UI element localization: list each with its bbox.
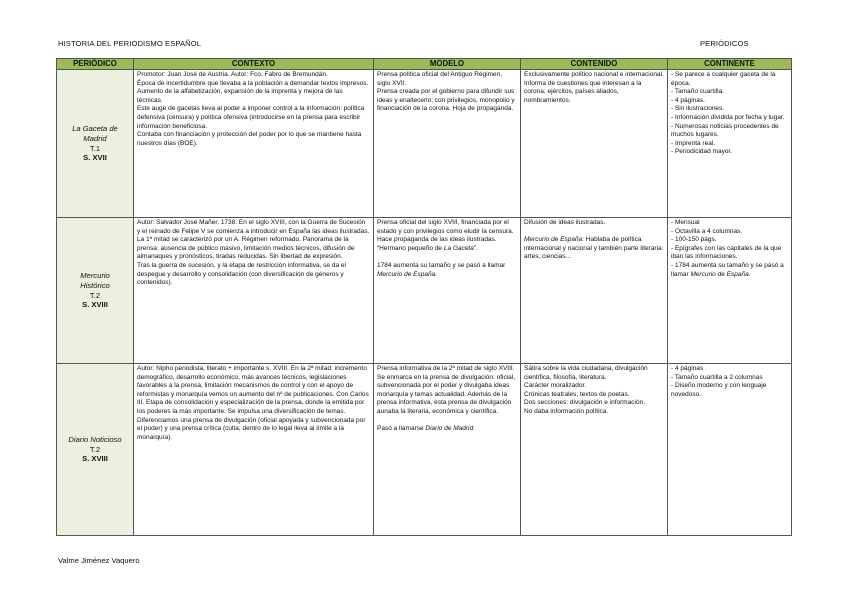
- modelo-line: [377, 219, 517, 253]
- modelo-text-end: ”.: [473, 244, 478, 252]
- contexto-line: Autor: Salvador José Mañer. 1738. En el siglo XVIII, con la Guerra de Sucesión y el reinado de Felipe V se comienza a introducir en España las ideas ilustradas.: [137, 219, 370, 235]
- modelo-cell: [374, 364, 521, 536]
- contenido-cell: [521, 364, 668, 536]
- table-row: [57, 218, 792, 364]
- continente-line: - 4 páginas.: [671, 96, 705, 104]
- continente-cell: [668, 364, 792, 536]
- periodico-name-line: Histórico: [80, 280, 110, 290]
- continente-text: - 1784 aumenta su tamaño y se pasó a llamar: [671, 261, 784, 278]
- contenido-line: [524, 236, 664, 262]
- continente-line: - Numerosas noticias procedentes de muchos lugares.: [671, 122, 779, 139]
- modelo-italic: Diario de Madrid.: [425, 425, 475, 433]
- periodico-tema: T.2: [89, 290, 101, 300]
- continente-line: - Diseño moderno y con lenguaje novedoso.: [671, 382, 767, 398]
- contexto-cell: [134, 364, 374, 536]
- continente-line: - Periodicidad mayor.: [671, 148, 733, 156]
- modelo-line: [377, 262, 517, 279]
- contenido-line: No daba información política.: [524, 407, 609, 415]
- periodico-name-line: La Gaceta de: [72, 124, 118, 134]
- periodico-tema: T.2: [89, 444, 101, 454]
- col-header-continente: CONTINENTE: [668, 59, 792, 70]
- contenido-line: Crónicas teatrales, textos de poetas.: [524, 390, 630, 398]
- modelo-line: Prensa creada por el gobierno para difundir sus ideas y enaltecerlo; con privilegios, monopolio y financiación de la corona. Hoja de propaganda.: [377, 88, 515, 113]
- contenido-line: Carácter moralizador.: [524, 382, 587, 390]
- periodico-name-line: Mercurio: [80, 271, 110, 281]
- modelo-line: Prensa informativa de la 2ª mitad de siglo XVIII. Se enmarca en la prensa de divulgación: oficial, subvencionada por el poder y divulgaba ideas monarquía y temas actualidad. Además de la prensa informativa, esta prensa de divulgación aunaba la literaria, económica y científica.: [377, 365, 516, 415]
- modelo-text: 1784 aumenta su tamaño y se pasó a llamar: [377, 261, 506, 269]
- continente-line: - Sin ilustraciones.: [671, 105, 725, 113]
- contenido-line: Informa de cuestiones que interesan a la corona; ejércitos, países aliados, nombramientos.: [524, 79, 642, 104]
- periodico-cell: [57, 218, 134, 364]
- periodico-name-line: Diario Noticioso: [68, 435, 122, 445]
- contexto-line: Promotor: Juan José de Austria. Autor: Fco. Fabro de Bremundán.: [137, 71, 328, 78]
- continente-cell: [668, 218, 792, 364]
- continente-line: - 4 páginas: [671, 365, 704, 372]
- modelo-cell: [374, 218, 521, 364]
- contenido-text: : Hablaba de política internacional y nacional y también parte literaria: artes, ciencias…: [524, 236, 664, 261]
- contexto-line: La 1ª mitad se caracterizó por un A. Régimen reformado. Panorama de la prensa: ausencia de público masivo, limitación medios técnicos, difusión de almanaques y pronósticos, tiradas reducidas. Sin libertad de expresión.: [137, 236, 355, 261]
- document-title: HISTORIA DEL PERIODISMO ESPAÑOL: [58, 39, 202, 48]
- modelo-italic: Mercurio de España.: [377, 270, 437, 278]
- continente-line: - Epígrafes con las capitales de la que iban las informaciones.: [671, 244, 782, 261]
- contexto-line: Época de incertidumbre que llevaba a la población a demandar textos impresos.: [137, 79, 369, 87]
- modelo-text: Prensa oficial del siglo XVIII, financiada por el estado y con privilegios como eludir la censura. Hace propaganda de las ideas ilustradas. “Hermano pequeño de: [377, 219, 514, 252]
- document-section-label: PERIÓDICOS: [700, 39, 749, 48]
- modelo-text: Pasó a llamarse: [377, 425, 426, 433]
- contenido-italic: Mercurio de España: [524, 236, 583, 244]
- contexto-line: Este auge de gacetas lleva al poder a imponer control a la información: política defensiva (censura) y política ofensiva (introducirse en la prensa para escribir información beneficiosa.: [137, 105, 365, 130]
- contexto-line: Autor: Nipho periodista, literato + importante s. XVIII. En la 2ª mitad: incremento demográfico, desarrollo económico, más avances técnicos, legislaciones favorables a la prensa, limitación mecanismos de control y con el apoyo de reformistas y monarquía vemos un aumento del nº de publicaciones. Con Carlos III. Etapa de consolidación y especialización de la prensa, donde la emitida por los poderes la más importante. Se impulsa una diversificación de temas. Diferenciamos una prensa de divulgación (oficial apoyada y subvencionada por el poder) y una prensa crítica (culta, dentro de lo legal lleva al límite a la monarquía).: [137, 365, 369, 441]
- col-header-contenido: CONTENIDO: [521, 59, 668, 70]
- continente-italic: Mercurio de España.: [690, 270, 751, 278]
- continente-cell: [668, 70, 792, 218]
- continente-line: [671, 262, 788, 279]
- continente-line: - Se parece a cualquier gaceta de la época.: [671, 71, 776, 87]
- col-header-modelo: MODELO: [374, 59, 521, 70]
- contenido-line: Difusión de ideas ilustradas.: [524, 219, 606, 226]
- contexto-cell: [134, 218, 374, 364]
- continente-line: - Tamaño cuartilla.: [671, 88, 724, 96]
- contenido-line: Sátira sobre la vida ciudadana, divulgación científica, filosofía, literatura.: [524, 365, 648, 381]
- author-footer: Valme Jiménez Vaquero: [58, 556, 140, 565]
- contenido-line: Exclusivamente político nacional e internacional.: [524, 71, 664, 78]
- col-header-contexto: CONTEXTO: [134, 59, 374, 70]
- table-header-row: [57, 59, 792, 70]
- periodico-siglo: S. XVIII: [82, 454, 108, 464]
- table-row: [57, 70, 792, 218]
- contenido-cell: [521, 218, 668, 364]
- continente-line: - Octavilla a 4 columnas.: [671, 227, 743, 235]
- modelo-line: [377, 425, 517, 434]
- contexto-line: Tras la guerra de sucesión, y la etapa de restricción informativa, se da el despegue y desarrollo y consolidación (con diversificación de géneros y contenidos).: [137, 261, 346, 287]
- periodico-cell: [57, 364, 134, 536]
- continente-line: - 100-150 págs.: [671, 236, 717, 244]
- modelo-line: Prensa política oficial del Antiguo Régimen, siglo XVII.: [377, 71, 503, 87]
- contexto-cell: [134, 70, 374, 218]
- contenido-line: Dos secciones: divulgación e información.: [524, 399, 646, 407]
- contexto-line: Contaba con financiación y protección del poder por lo que se mantiene hasta nuestros días (BOE).: [137, 131, 362, 147]
- continente-line: - Mensual: [671, 219, 700, 226]
- modelo-cell: [374, 70, 521, 218]
- periodico-tema: T.1: [89, 143, 101, 153]
- periodico-siglo: S. XVII: [83, 153, 107, 163]
- contexto-line: Aumento de la alfabetización, expansión de la imprenta y mejora de las técnicas.: [137, 88, 343, 104]
- periodico-siglo: S. XVIII: [82, 300, 108, 310]
- periodico-cell: [57, 70, 134, 218]
- continente-line: - Imprenta real.: [671, 139, 716, 147]
- periodico-name-line: Madrid: [83, 133, 107, 143]
- col-header-periodico: PERIÓDICO: [57, 59, 134, 70]
- contenido-cell: [521, 70, 668, 218]
- modelo-italic: La Gaceta: [443, 244, 474, 252]
- table-row: [57, 364, 792, 536]
- continente-line: - Tamaño cuartilla a 2 columnas: [671, 373, 763, 381]
- continente-line: - Información dividida por fecha y lugar.: [671, 113, 785, 121]
- periodicos-table: [56, 58, 792, 536]
